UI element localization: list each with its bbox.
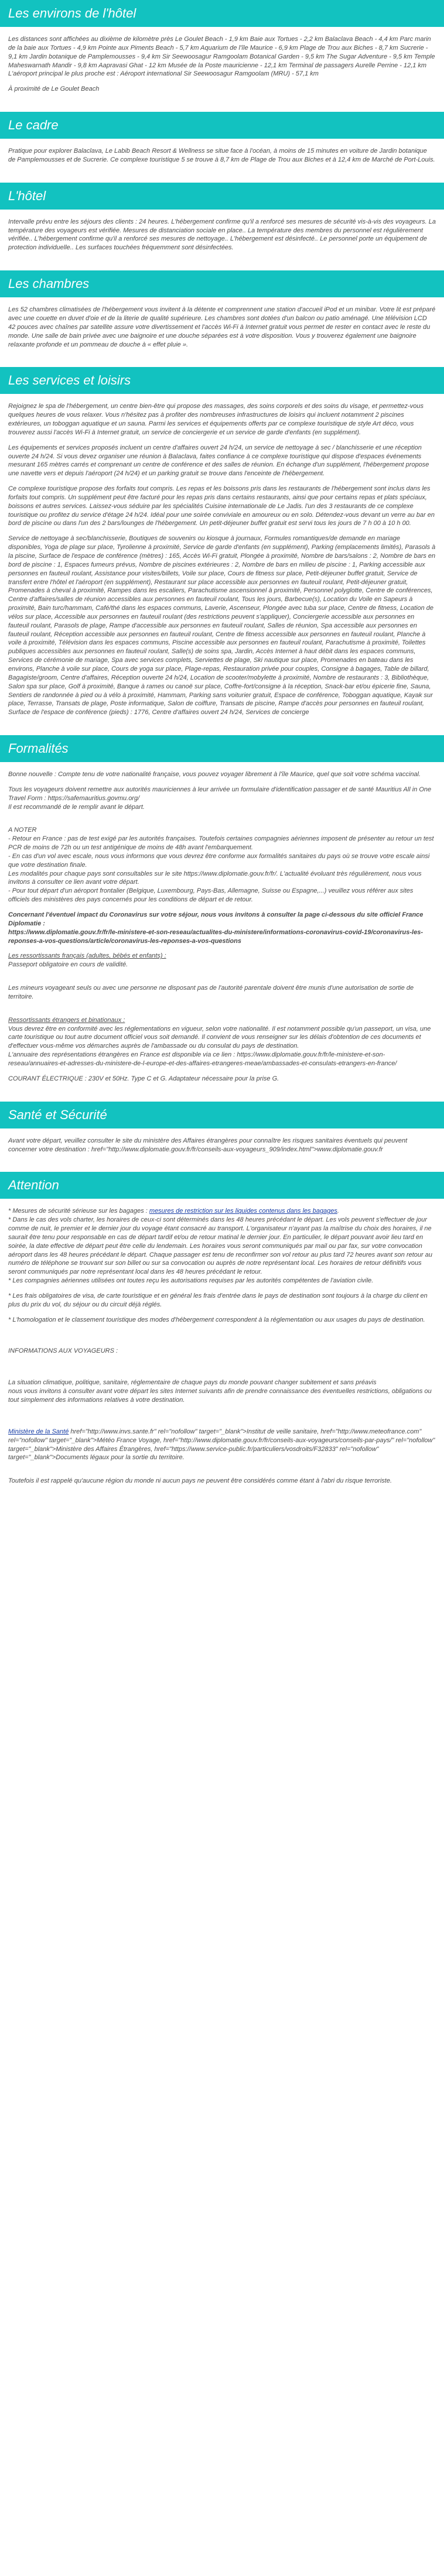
note-label: A NOTER (8, 826, 37, 834)
section-title: Les chambres (0, 270, 444, 297)
paragraph: L'annuaire des représentations étrangères en France est disponible via ce lien : https://www.diplomatie.gouv.fr/fr/le-ministere-et-son-reseau/annuaires-et-adresses-du-ministere-de-l-europe-et-des-affaires-etrangeres-meae/ambassades-et-consulats-etrangers-en-france/ (8, 1051, 397, 1067)
paragraph: * L'homologation et le classement touristique des modes d'hébergement correspondent à la réglementation ou aux usages du pays de destination. (8, 1316, 425, 1323)
health-ministry-link[interactable]: Ministère de la Santé (8, 1428, 69, 1435)
paragraph: Les équipements et services proposés incluent un centre d'affaires ouvert 24 h/24, un service de nettoyage à sec / blanchisserie et une réception ouverte 24 h/24. Si vous devez organiser une réunion à Balaclava, faites confiance à ce complexe touristique qui dispose d'espaces événements mesurant 165 mètres carrés et comprenant un centre de conférence et des salles de réunion. En échange d'un supplément, l'hébergement propose une navette vers et depuis l'aéroport (24 h/24) et un parking gratuit se trouve dans l'enceinte de l'hébergement. (8, 444, 429, 478)
section-sante (0, 1102, 444, 1172)
note-line: - En cas d'un vol avec escale, nous vous informons que vous devrez être conforme aux formalités sanitaires du pays où se trouve votre escale ainsi que votre destination finale. (8, 852, 430, 869)
paragraph: Les 52 chambres climatisées de l'hébergement vous invitent à la détente et comprennent une station d'accueil iPod et un minibar. Votre lit est préparé avec une couette en duvet d'oie et de la literie de qualité supérieure. Les chambres sont dotées d'un balcon ou patio aménagé. Une télévision LCD 42 pouces avec chaînes par satellite assure votre divertissement et l'accès Wi-Fi à Internet gratuit vous permet de rester en contact avec le reste du monde. Une salle de bain privée avec une baignoire et une douche séparées est à votre disposition. Vous y trouverez également une baignoire relaxante profonde et un pommeau de douche à « effet pluie ». (8, 306, 436, 348)
section-environs (0, 0, 444, 112)
paragraph: Service de nettoyage à sec/blanchisserie, Boutiques de souvenirs ou kiosque à journaux, Formules romantiques/de demande en mariage disponibles, Yoga de plage sur place, Tyrolienne à proximité, Service de garde d'enfants (en supplément), Parking (emplacements limités), Parasols à la piscine, Surface de l'espace de conférence (mètres) : 165, Accès Wi-Fi gratuit, Plongée à proximité, Nombre de bars/salons : 2, Nombre de bars en bord de piscine : 1, Espaces fumeurs prévus, Nombre de piscines extérieures : 2, Nombre de bars en milieu de piscine : 1, Parking accessible aux personnes en fauteuil roulant, Assistance pour visites/billets, Voile sur place, Cours de fitness sur place, Petit-déjeuner buffet gratuit, Service de transfert entre l'hôtel et l'aéroport (en supplément), Restaurant sur place accessible aux personnes en fauteuil roulant, Petit-déjeuner gratuit, Promenades à cheval à proximité, Rampes dans les escaliers, Parachutisme ascensionnel à proximité, Personnel polyglotte, Centre de conférences, Centre d'affaires/salles de réunion accessibles aux personnes en fauteuil roulant, Tous les jours, Barbecue(s), Location du Voile en Sapeurs à proximité, Bain turc/hammam, Café/thé dans les espaces communs, Laverie, Ascenseur, Plongée avec tuba sur place, Centre de fitness, Location de vélos sur place, Accessible aux personnes en fauteuil roulant (des restrictions peuvent s'appliquer), Conciergerie accessible aux personnes en fauteuil roulant, Parasols de plage, Rampe d'accessible aux personnes en fauteuil roulant, Salles de réunion, Spa accessible aux personnes en fauteuil roulant, Réception accessible aux personnes en fauteuil roulant, Centre de fitness accessible aux personnes en fauteuil roulant, Planche à voile à proximité, Télévision dans les espaces communs, Piscine accessible aux personnes en fauteuil roulant, Parachutisme à proximité, Toilettes publiques accessibles aux personnes en fauteuil roulant, Salle(s) de soins spa, Jardin, Accès Internet à haut débit dans les espaces communs, Services de cérémonie de mariage, Spa avec services complets, Serviettes de plage, Ski nautique sur place, Promenades en bateau dans les environs, Planche à voile sur place, Cours de yoga sur place, Plage-repas, Restauration privée pour couples, Consigne à bagages, Table de billard, Bagagiste/groom, Centre d'affaires, Réception ouverte 24 h/24, Location de scooter/mobylette à proximité, Nombre de restaurants : 3, Bibliothèque, Salon spa sur place, Golf à proximité, Banque à rames ou canoë sur place, Coffre-fort/consigne à la réception, Snack-bar et/ou épicerie fine, Sauna, Sentiers de randonnée à pied ou à vélo à proximité, Hammam, Parking sans voiturier gratuit, Espace de conférence, Toboggan aquatique, Kayak sur place, Terrasse, Transats de plage, Poste informatique, Salon de coiffure, Transats de piscine, Rampe d'accès pour personnes en fauteuil roulant, Surface de l'espace de conférence (pieds) : 1776, Centre d'affaires ouvert 24 h/24, Services de concierge (8, 535, 436, 716)
paragraph: Ce complexe touristique propose des forfaits tout compris. Les repas et les boissons pris dans les restaurants de l'hébergement sont inclus dans les forfaits tout compris. Un supplément peut être facturé pour les repas pris dans certains restaurants, ainsi que pour certains repas et plats spéciaux, boissons et autres services. Laissez-vous séduire par les spécialités Cuisine internationale de Le Jadis. l'un des 3 restaurants de ce complexe touristique ou profitez du service d'étage 24 h/24. Idéal pour une soirée conviviale en amoureux ou en solo. Détendez-vous devant un verre au bar en bord de piscine ou dans l'un des 2 bars/lounges de l'hébergement. Un petit-déjeuner buffet gratuit est servi tous les jours de 7 h 00 à 10 h 00. (8, 485, 435, 527)
section-chambres (0, 270, 444, 367)
section-title: Santé et Sécurité (0, 1102, 444, 1128)
paragraph: Vous devrez être en conformité avec les réglementations en vigueur, selon votre nationalité. Il est notamment possible qu'un passeport, un visa, une carte touristique ou tout autre document officiel vous soit demandé. Il convient de vous renseigner sur les délais d'obtention de ces documents et d'effectuer vous-même vos démarches auprès de l'ambassade ou du consulat du pays de destination. (8, 1025, 431, 1050)
paragraph: Il est recommandé de le remplir avant le départ. (8, 803, 145, 811)
note-line: Les modalités pour chaque pays sont consultables sur le site https://www.diplomatie.gouv.fr/fr/. L'actualité évoluant très régulièrement, nous vous invitons à consulter ce lien avant votre départ. (8, 870, 422, 886)
section-title: Les services et loisirs (0, 367, 444, 394)
paragraph: Les distances sont affichées au dixième de kilomètre près Le Goulet Beach - 1,9 km Baie aux Tortues - 2,2 km Balaclava Beach - 4,4 km Parc marin de la baie aux Tortues - 4,9 km Pointe aux Piments Beach - 5,7 km Aquarium de l'île Maurice - 6,9 km Plage de Trou aux Biches - 8,7 km Sucrerie - 9,1 km Jardin botanique de Pamplemousses - 9,4 km Sir Seewoosagur Ramgoolam Botanical Garden - 9,5 km The Sugar Adventure - 9,5 km Temple Maheswarnath Mandir - 9,8 km Aapravasi Ghat - 12 km Musée de la Poste mauricienne - 12,1 km Terminal de passagers Aurelle Perrine - 12,1 km L'aéroport principal le plus proche est : Aéroport international Sir Seewoosagur Ramgoolam (MRU) - 57,1 km (8, 36, 435, 78)
paragraph: La situation climatique, politique, sanitaire, réglementaire de chaque pays du monde pouvant changer subitement et sans préavis (8, 1379, 377, 1387)
coronavirus-link[interactable]: https://www.diplomatie.gouv.fr/fr/le-ministere-et-son-reseau/actualites-du-ministere/informations-coronavirus-covid-19/coronavirus-les-reponses-a-vos-questions/article/coronavirus-les-reponses-a-vos-questions (8, 928, 423, 945)
section-title: Le cadre (0, 112, 444, 139)
paragraph (8, 1207, 436, 1216)
paragraph: Avant votre départ, veuillez consulter le site du ministère des Affaires étrangères pour connaître les risques sanitaires éventuels qui peuvent concerner votre destination : href="http://www.diplomatie.gouv.fr/fr/conseils-aux-voyageurs_909/index.html">www.diplomatie.gouv.fr (8, 1137, 408, 1153)
note-line: - Pour tout départ d'un aéroport frontalier (Belgique, Luxembourg, Pays-Bas, Allemagne, Suisse ou Espagne,...) veuillez vous référer aux sites officiels des ministères des pays concernés pour les conditions de départ et de retour. (8, 887, 414, 904)
liquids-restriction-link[interactable]: mesures de restriction sur les liquides contenus dans les bagages (149, 1208, 337, 1215)
paragraph: * Dans le cas des vols charter, les horaires de ceux-ci sont déterminés dans les 48 heures précédant le départ. Les vols peuvent s'effectuer de jour comme de nuit, le premier et le dernier jour du voyage étant consacré au transport. L'organisateur n'ayant pas la maîtrise du choix des horaires, il ne saurait être tenu pour responsable en cas de départ tardif et/ou de retour matinal le dernier jour. En particulier, le départ pouvant avoir lieu tard en soirée, la date effective de départ peut être celle du lendemain. Les horaires vous seront communiqués par mail ou par fax, sur votre convocation aéroport dans les 48 heures précédant le départ. Chaque passager est tenu de reconfirmer son vol retour au plus tard 72 heures avant son retour au numéro de téléphone se trouvant sur son billet ou sur sa convocation ou auprès de notre représentant local. Les horaires de retour définitifs vous seront communiqués par notre représentant local dans les 48 heures précédant le retour. (8, 1216, 433, 1276)
section-attention (0, 1172, 444, 1504)
paragraph: Tous les voyageurs doivent remettre aux autorités mauriciennes à leur arrivée un formulaire d'identification passager et de santé Mauritius All in One Travel Form : https://safemauritius.govmu.org/ (8, 786, 432, 802)
paragraph: À proximité de Le Goulet Beach (8, 85, 100, 93)
links-text: href="http://www.invs.sante.fr" rel="nofollow" target="_blank">Institut de veille sanitaire, href="http://www.meteofrance.com" rel="nofollow" target="_blank">Météo France Voyage, href="http://www.diplomatie.gouv.fr/fr/conseils-aux-voyageurs/conseils-par-pays/" rel="nofollow" target="_blank">Ministère des Affaires Étrangères, href="https://www.service-public.fr/particuliers/vosdroits/F32833" rel="nofollow" target="_blank">Documents légaux pour la sortie du territoire. (8, 1428, 435, 1462)
section-hotel (0, 183, 444, 270)
paragraph: Pratique pour explorer Balaclava, Le Labib Beach Resort & Wellness se situe face à l'océan, à moins de 15 minutes en voiture de Jardin botanique de Pamplemousses et de Sucrerie. Ce complexe touristique 5 se trouve à 8,7 km de Plage de Trou aux Biches et à 12,4 km de Marché de Port-Louis. (8, 148, 435, 163)
paragraph: nous vous invitons à consulter avant votre départ les sites Internet suivants afin de prendre connaissance des éventuelles restrictions, obligations ou tout simplement des informations relatives à votre destination. (8, 1388, 432, 1404)
section-title: Formalités (0, 735, 444, 762)
paragraph: * Les frais obligatoires de visa, de carte touristique et en général les frais d'entrée dans le pays de destination sont toujours à la charge du client en plus du prix du vol, du séjour ou du circuit déjà réglés. (8, 1292, 428, 1308)
paragraph: INFORMATIONS AUX VOYAGEURS : (8, 1347, 118, 1355)
paragraph: COURANT ÉLECTRIQUE : 230V et 50Hz. Type C et G. Adaptateur nécessaire pour la prise G. (8, 1075, 279, 1082)
paragraph: Intervalle prévu entre les séjours des clients : 24 heures. L'hébergement confirme qu'il a renforcé ses mesures de sécurité vis-à-vis des voyageurs. La température des voyageurs est vérifiée. Mesures de distanciation sociale en place.. La température des membres du personnel est régulièrement vérifiée.. L'hébergement confirme qu'il a renforcé ses mesures de nettoyage.. L'hébergement est désinfecté.. Le personnel porte un équipement de protection individuelle.. Les surfaces touchées fréquemment sont désinfectées. (8, 218, 436, 252)
section-services (0, 367, 444, 735)
section-title: L'hôtel (0, 183, 444, 210)
bullet-text: * Mesures de sécurité sérieuse sur les bagages : (8, 1208, 149, 1215)
subheading: Les ressortissants français (adultes, bébés et enfants) : (8, 952, 166, 960)
coronavirus-notice: Concernant l'éventuel impact du Coronavirus sur votre séjour, nous vous invitons à consulter la page ci-dessous du site officiel France Diplomatie : (8, 911, 423, 927)
section-cadre (0, 112, 444, 183)
paragraph: Rejoignez le spa de l'hébergement, un centre bien-être qui propose des massages, des soins corporels et des soins du visage, et permettez-vous quelques heures de vous relaxer. Vous n'hésitez pas à profiter des nombreuses infrastructures de loisirs qui incluent notamment 2 piscines extérieures, un toboggan aquatique et un sauna. Parmi les services et équipements offerts par ce complexe touristique de style Art déco, vous trouverez aussi l'accès Wi-Fi à Internet gratuit, un service de conciergerie et un service de garde d'enfants (en supplément). (8, 403, 423, 436)
paragraph: Bonne nouvelle : Compte tenu de votre nationalité française, vous pouvez voyager librement à l'île Maurice, quel que soit votre schéma vaccinal. (8, 771, 421, 778)
subheading: Ressortissants étrangers et binationaux : (8, 1016, 125, 1024)
paragraph: Toutefois il est rappelé qu'aucune région du monde ni aucun pays ne peuvent être considérés comme étant à l'abri du risque terroriste. (8, 1477, 392, 1485)
bullet-text: . (337, 1208, 339, 1215)
paragraph: * Les compagnies aériennes utilisées ont toutes reçu les autorisations requises par les autorités compétentes de l'aviation civile. (8, 1277, 374, 1285)
section-title: Attention (0, 1172, 444, 1199)
paragraph: Les mineurs voyageant seuls ou avec une personne ne disposant pas de l'autorité parentale doivent être munis d'une autorisation de sortie de territoire. (8, 985, 414, 1000)
paragraph (8, 1428, 436, 1462)
section-formalites (0, 735, 444, 1102)
paragraph: Passeport obligatoire en cours de validité. (8, 961, 128, 969)
note-line: - Retour en France : pas de test exigé par les autorités françaises. Toutefois certaines compagnies aériennes imposent de présenter au retour un test PCR de moins de 72h ou un test antigénique de moins de 48h avant l'embarquement. (8, 835, 434, 852)
section-title: Les environs de l'hôtel (0, 0, 444, 27)
